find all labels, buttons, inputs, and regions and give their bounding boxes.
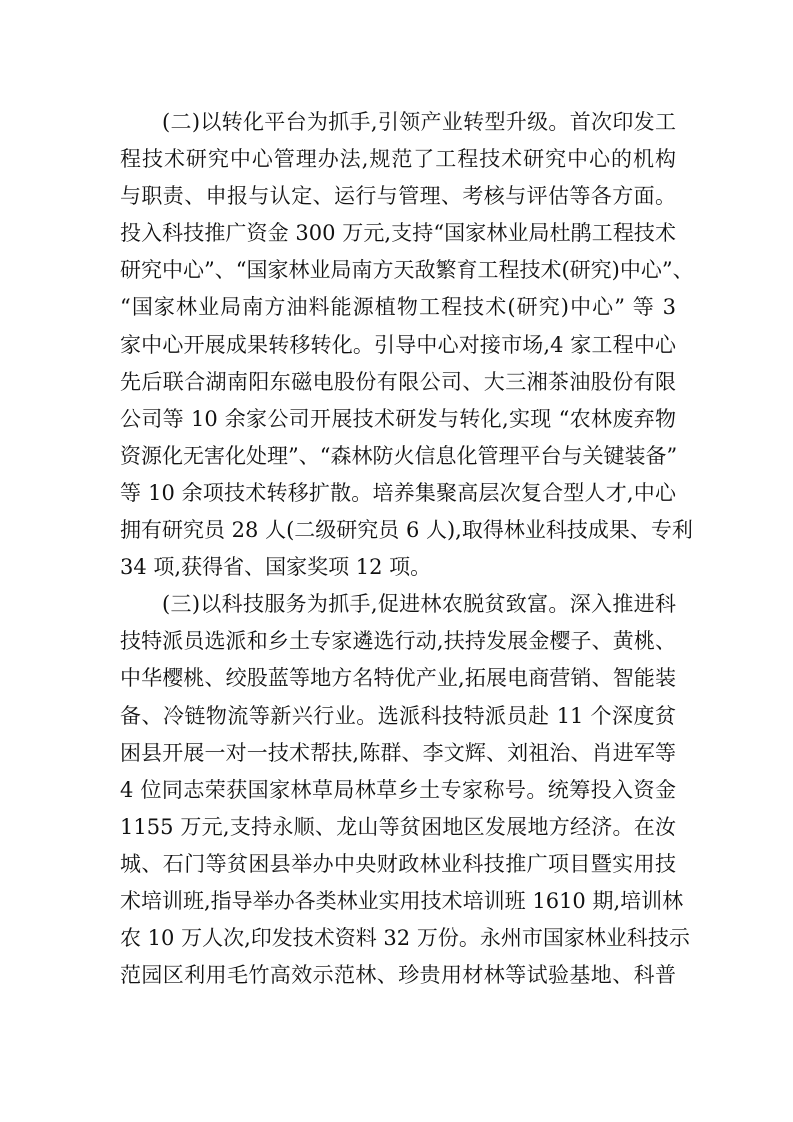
text-line: 研究中心”、“国家林业局南方天敌繁育工程技术(研究)中心”、 — [120, 258, 694, 283]
text-line: 等 10 余项技术转移扩散。培养集聚高层次复合型人才,中心 — [120, 480, 676, 505]
text-line: 困县开展一对一技术帮扶,陈群、李文辉、刘祖治、肖进军等 — [120, 740, 676, 765]
text-line: 34 项,获得省、国家奖项 12 项。 — [120, 555, 432, 580]
text-line: 备、冷链物流等新兴行业。选派科技特派员赴 11 个深度贫 — [120, 703, 676, 728]
text-line: 家中心开展成果转移转化。引导中心对接市场,4 家工程中心 — [120, 332, 676, 357]
text-line: (三)以科技服务为抓手,促进林农脱贫致富。深入推进科 — [162, 592, 676, 617]
document-body — [120, 104, 694, 994]
text-line: 范园区利用毛竹高效示范林、珍贵用材林等试验基地、科普 — [120, 963, 676, 988]
text-line: 技特派员选派和乡土专家遴选行动,扶持发展金樱子、黄桃、 — [120, 629, 676, 654]
text-line: 拥有研究员 28 人(二级研究员 6 人),取得林业科技成果、专利 — [120, 518, 693, 543]
text-line: 先后联合湖南阳东磁电股份有限公司、大三湘茶油股份有限 — [120, 369, 676, 394]
text-line: 中华樱桃、绞股蓝等地方名特优产业,拓展电商营销、智能装 — [120, 666, 676, 691]
text-line: 资源化无害化处理”、“森林防火信息化管理平台与关键装备” — [120, 443, 678, 468]
text-line: 4 位同志荣获国家林草局林草乡土专家称号。统筹投入资金 — [120, 777, 676, 802]
text-line: 城、石门等贫困县举办中央财政林业科技推广项目暨实用技 — [120, 851, 676, 876]
text-line: 程技术研究中心管理办法,规范了工程技术研究中心的机构 — [120, 147, 676, 172]
text-line: 投入科技推广资金 300 万元,支持“国家林业局杜鹃工程技术 — [120, 221, 676, 246]
text-line: 农 10 万人次,印发技术资料 32 万份。永州市国家林业科技示 — [120, 926, 690, 951]
text-line: “国家林业局南方油料能源植物工程技术(研究)中心” 等 3 — [120, 295, 676, 320]
text-line: 术培训班,指导举办各类林业实用技术培训班 1610 期,培训林 — [120, 888, 684, 913]
paragraph-3-tech-services — [120, 586, 690, 994]
text-line: 1155 万元,支持永顺、龙山等贫困地区发展地方经济。在汝 — [120, 814, 676, 839]
paragraph-2-platform-transformation — [120, 104, 694, 586]
text-line: (二)以转化平台为抓手,引领产业转型升级。首次印发工 — [162, 110, 676, 134]
text-line: 公司等 10 余家公司开展技术研发与转化,实现 “农林废弃物 — [120, 406, 676, 431]
text-line: 与职责、申报与认定、运行与管理、考核与评估等各方面。 — [120, 184, 676, 209]
